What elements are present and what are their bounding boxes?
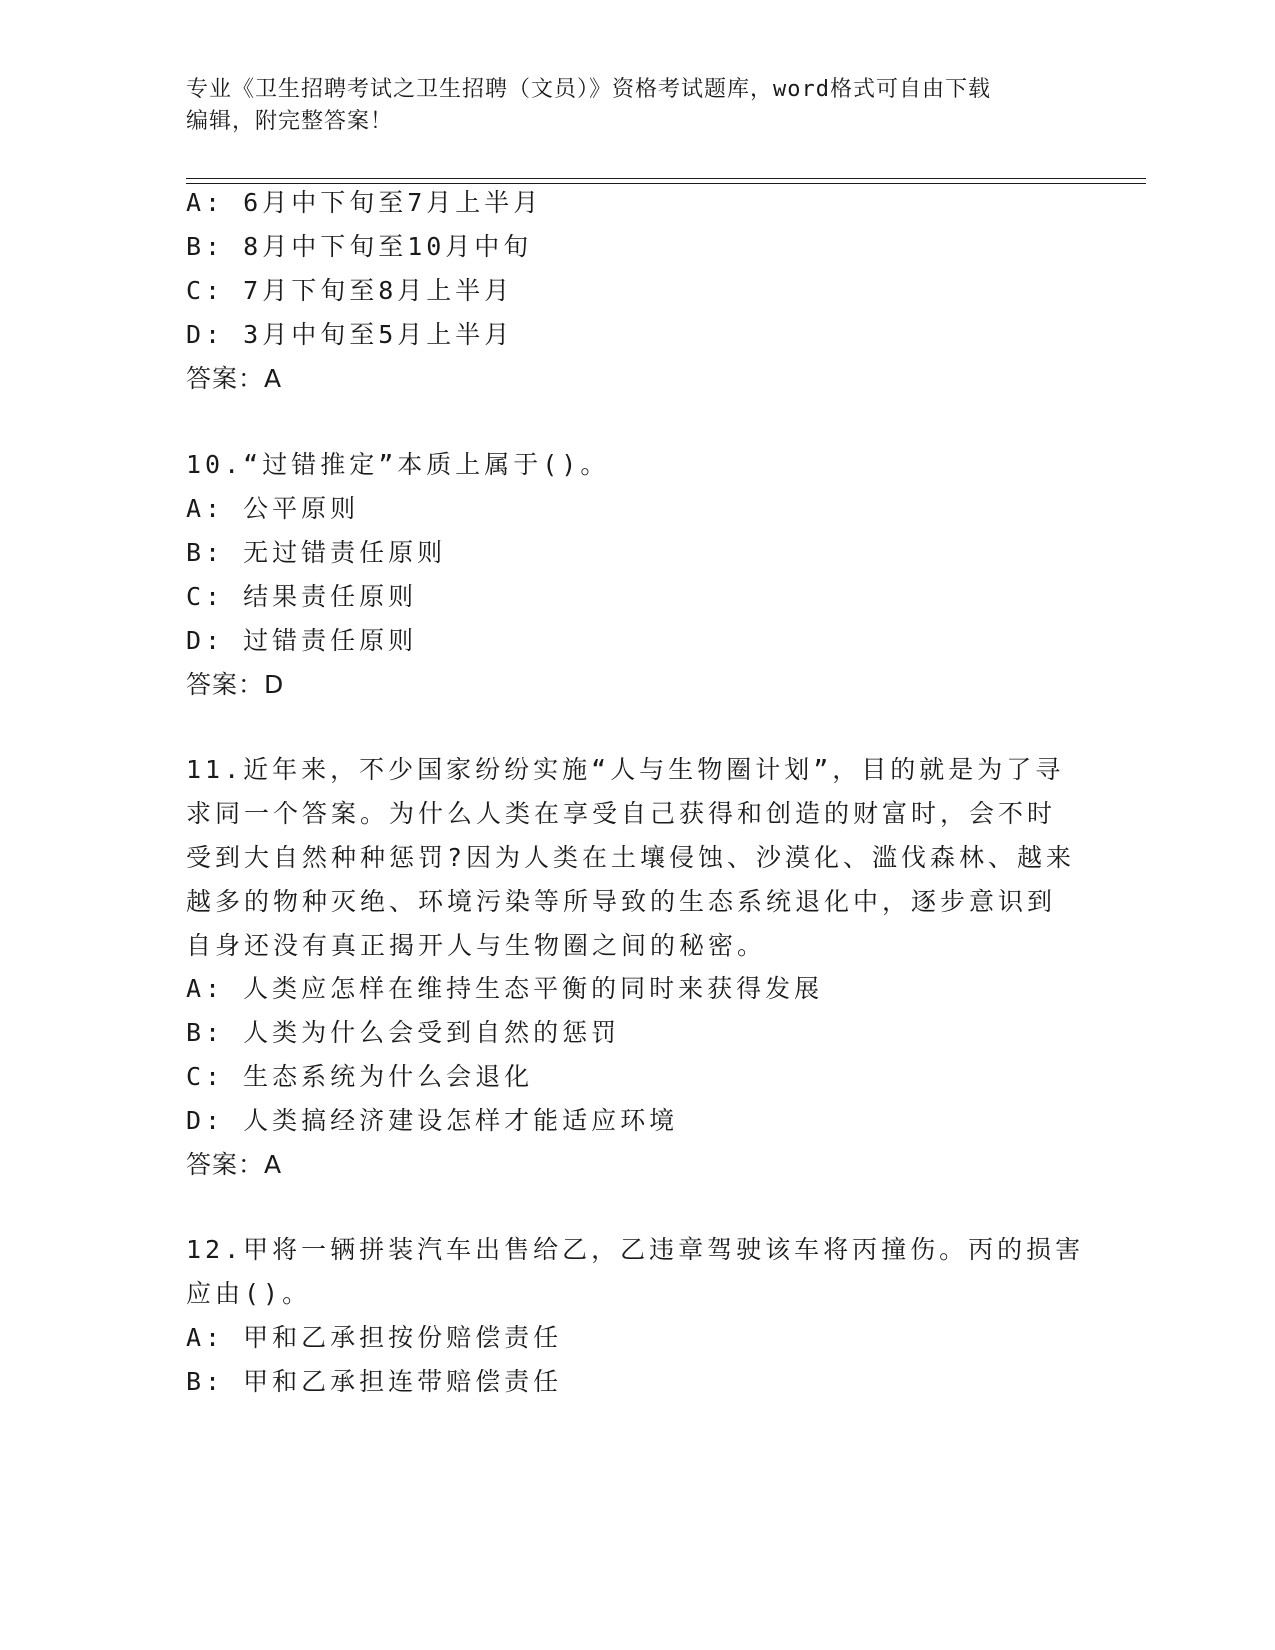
header-line-2: 编辑，附完整答案！: [186, 109, 394, 134]
q9-option-d: D: 3月中旬至5月上半月: [186, 320, 514, 349]
q9-option-b: B: 8月中下旬至10月中旬: [186, 232, 533, 261]
q10-answer: 答案：D: [186, 670, 285, 699]
q11-option-b: B: 人类为什么会受到自然的惩罚: [186, 1018, 621, 1047]
q11-stem-line-2: 求同一个答案。为什么人类在享受自己获得和创造的财富时，会不时: [186, 799, 1057, 828]
q11-answer: 答案：A: [186, 1150, 283, 1179]
header-line-1: 专业《卫生招聘考试之卫生招聘（文员）》资格考试题库，word格式可自由下载: [186, 77, 991, 102]
q10-option-a: A: 公平原则: [186, 494, 360, 523]
q10-option-b: B: 无过错责任原则: [186, 538, 447, 567]
q11-stem-line-5: 自身还没有真正揭开人与生物圈之间的秘密。: [186, 931, 767, 960]
q9-answer: 答案：A: [186, 364, 283, 393]
q10-stem: 10.“过错推定”本质上属于()。: [186, 450, 610, 479]
q12-option-b: B: 甲和乙承担连带赔偿责任: [186, 1367, 563, 1396]
q11-option-a: A: 人类应怎样在维持生态平衡的同时来获得发展: [186, 974, 824, 1003]
q10-option-c: C: 结果责任原则: [186, 582, 418, 611]
q11-option-c: C: 生态系统为什么会退化: [186, 1062, 534, 1091]
q11-stem-line-4: 越多的物种灭绝、环境污染等所导致的生态系统退化中，逐步意识到: [186, 887, 1057, 916]
q11-stem-line-3: 受到大自然种种惩罚?因为人类在土壤侵蚀、沙漠化、滥伐森林、越来: [186, 843, 1076, 872]
q11-stem-line-1: 11.近年来，不少国家纷纷实施“人与生物圈计划”，目的就是为了寻: [186, 755, 1065, 784]
q9-option-c: C: 7月下旬至8月上半月: [186, 276, 514, 305]
header-divider-top: [186, 178, 1146, 179]
q10-option-d: D: 过错责任原则: [186, 626, 418, 655]
q12-stem-line-1: 12.甲将一辆拼装汽车出售给乙，乙违章驾驶该车将丙撞伤。丙的损害: [186, 1235, 1085, 1264]
q11-option-d: D: 人类搞经济建设怎样才能适应环境: [186, 1106, 679, 1135]
q12-stem-line-2: 应由()。: [186, 1279, 312, 1308]
q12-option-a: A: 甲和乙承担按份赔偿责任: [186, 1323, 563, 1352]
q9-option-a: A: 6月中下旬至7月上半月: [186, 188, 543, 217]
document-header: [186, 74, 1086, 138]
